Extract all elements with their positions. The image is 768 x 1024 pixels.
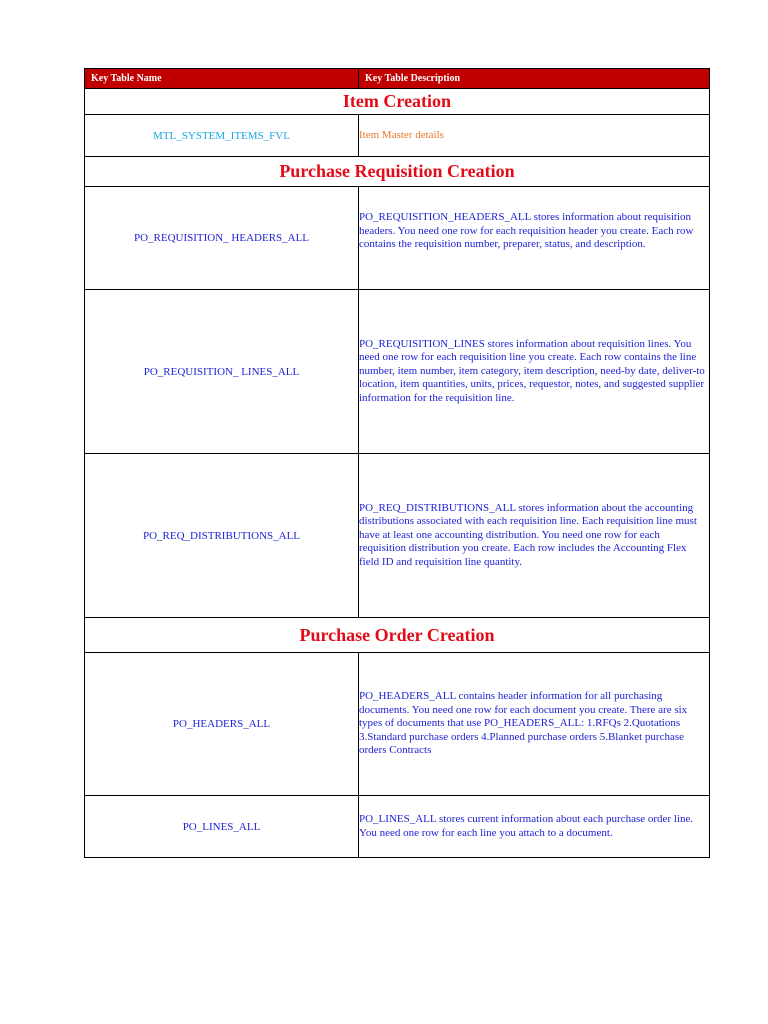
table-row [85, 796, 710, 858]
section-row-purchase-requisition-creation [85, 157, 710, 187]
section-title: Purchase Order Creation [85, 618, 710, 653]
table-row [85, 115, 710, 157]
table-row [85, 454, 710, 618]
section-title: Item Creation [85, 89, 710, 115]
table-row [85, 290, 710, 454]
table-name-cell: PO_REQUISITION_ LINES_ALL [85, 290, 359, 454]
table-description-cell: Item Master details [359, 115, 710, 157]
table-name-cell: MTL_SYSTEM_ITEMS_FVL [85, 115, 359, 157]
table-name-cell: PO_REQUISITION_ HEADERS_ALL [85, 187, 359, 290]
table-row [85, 187, 710, 290]
section-title: Purchase Requisition Creation [85, 157, 710, 187]
table-description-cell: PO_REQ_DISTRIBUTIONS_ALL stores information about the accounting distributions associated with each requisition line. Each requisition line must have at least one accounting distribution. You need one row for each requisition distribution you create. Each row includes the Accounting Flex field ID and requisition line quantity. [359, 454, 710, 618]
header-key-table-description: Key Table Description [359, 69, 710, 89]
section-row-purchase-order-creation [85, 618, 710, 653]
section-row-item-creation [85, 89, 710, 115]
header-key-table-name: Key Table Name [85, 69, 359, 89]
table-description-cell: PO_REQUISITION_HEADERS_ALL stores information about requisition headers. You need one row for each requisition header you create. Each row contains the requisition number, preparer, status, and description. [359, 187, 710, 290]
table-description-cell: PO_LINES_ALL stores current information about each purchase order line. You need one row for each line you attach to a document. [359, 796, 710, 858]
table-description-cell: PO_HEADERS_ALL contains header information for all purchasing documents. You need one row for each document you create. There are six types of documents that use PO_HEADERS_ALL: 1.RFQs 2.Quotations 3.Standard purchase orders 4.Planned purchase orders 5.Blanket purchase orders Contracts [359, 653, 710, 796]
table-name-cell: PO_LINES_ALL [85, 796, 359, 858]
table-header-row [85, 69, 710, 89]
table-row [85, 653, 710, 796]
table-name-cell: PO_HEADERS_ALL [85, 653, 359, 796]
table-description-cell: PO_REQUISITION_LINES stores information about requisition lines. You need one row for each requisition line you create. Each row contains the line number, item number, item category, item description, need-by date, deliver-to location, item quantities, units, prices, requestor, notes, and suggested supplier information for the requisition line. [359, 290, 710, 454]
key-table [84, 68, 710, 858]
table-name-cell: PO_REQ_DISTRIBUTIONS_ALL [85, 454, 359, 618]
